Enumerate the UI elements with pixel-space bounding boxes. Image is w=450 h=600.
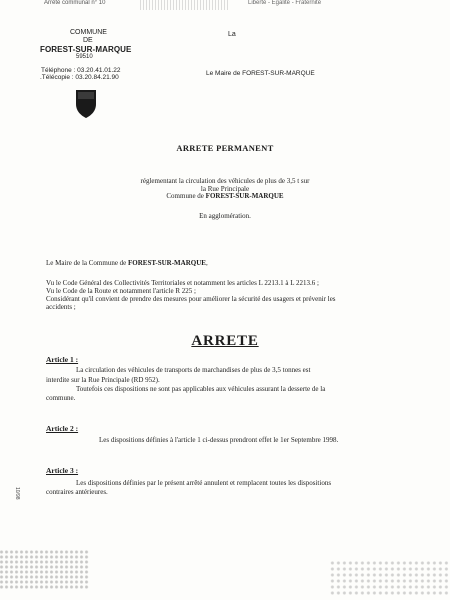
header-top-strip: Arrêté communal n° 10 (44, 0, 106, 6)
decree-subtitle-1: réglementant la circulation des véhicules de plus de 3,5 t sur (140, 177, 310, 185)
postal-code: 59510 (76, 54, 93, 60)
scan-noise-top (140, 0, 230, 10)
decree-word: ARRETE (191, 333, 259, 349)
preamble-maire: Le Maire de la Commune de FOREST-SUR-MARQUE, (46, 259, 208, 267)
preamble-considerant-1: Considérant qu'il convient de prendre des mesures pour améliorer la sécurité des usagers et prévenir les (46, 295, 336, 303)
subtitle-3-town: FOREST-SUR-MARQUE (205, 192, 284, 200)
article-2-title: Article 2 : (46, 424, 79, 433)
scan-noise-bottom-left (0, 550, 90, 590)
article-1-title: Article 1 : (46, 355, 79, 364)
subtitle-3-prefix: Commune de (166, 192, 206, 200)
preamble-vu-1: Vu le Code Général des Collectivités Territoriales et notamment les articles L 2213.1 à L 2213.6 ; (46, 279, 319, 287)
maire-title: Le Maire de FOREST-SUR-MARQUE (206, 70, 315, 77)
article-1-line-3: Toutefois ces dispositions ne sont pas applicables aux véhicules assurant la desserte de la (76, 385, 326, 393)
commune-de: DE (83, 37, 93, 44)
preamble-vu-2: Vu le Code de la Route et notamment l'article R 225 ; (46, 287, 196, 295)
article-1-line-4: commune. (46, 394, 76, 402)
preamble-maire-town: FOREST-SUR-MARQUE (128, 259, 206, 267)
header-la: La (228, 31, 236, 38)
article-3-title: Article 3 : (46, 466, 79, 475)
decree-subtitle-3 (0, 192, 450, 200)
article-3-line-2: contraires antérieures. (46, 488, 108, 496)
header-motto: Liberté - Égalité - Fraternité (248, 0, 322, 6)
article-3-line-1: Les dispositions définies par le présent arrêté annulent et remplacent toutes les dispositions (76, 479, 332, 487)
article-2-line-1: Les dispositions définies à l'article 1 ci-dessus prendront effet le 1er Septembre 1998. (99, 436, 339, 444)
decree-subtitle-4: En agglomération. (199, 212, 251, 220)
preamble-considerant-2: accidents ; (46, 303, 76, 311)
article-1-line-1: La circulation des véhicules de transports de marchandises de plus de 3,5 tonnes est (76, 366, 311, 374)
commune-name: FOREST-SUR-MARQUE (40, 45, 132, 54)
article-1-line-2: interdite sur la Rue Principale (RD 952). (46, 376, 160, 384)
telephone: Téléphone : 03.20.41.01.22 (41, 67, 121, 74)
coat-of-arms-icon (75, 89, 97, 119)
commune-label: COMMUNE (70, 29, 107, 36)
decree-title: ARRETE PERMANENT (176, 143, 274, 153)
decree-subtitle-2: la Rue Principale (200, 185, 250, 193)
margin-mark: 10/98 (14, 487, 20, 500)
scan-noise-bottom-right (330, 560, 450, 595)
preamble-maire-prefix: Le Maire de la Commune de (46, 259, 129, 267)
telecopie: .Télécopie : 03.20.84.21.90 (40, 74, 119, 81)
